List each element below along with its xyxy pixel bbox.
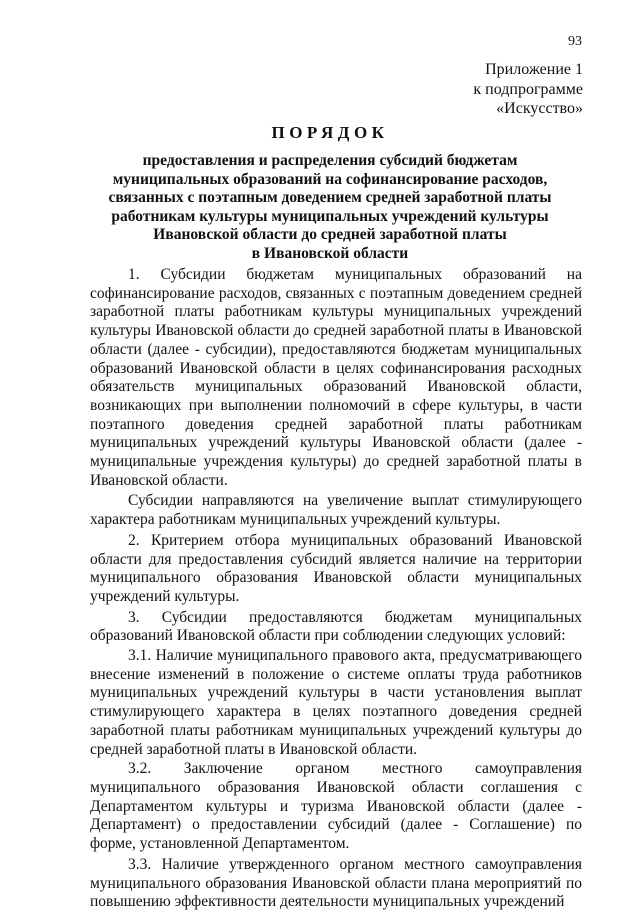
appendix-block — [473, 60, 583, 119]
paragraph-2: 2. Критерием отбора муниципальных образований Ивановской области для предоставления субсидий является наличие на территории муниципального образования Ивановской области муниципальных учреждений культуры. — [90, 531, 582, 605]
paragraph-3-1: 3.1. Наличие муниципального правового акта, предусматривающего внесение изменений в положение о системе оплаты труда работников муниципальных учреждений культуры в части установления выплат стимулирующего характера в целях поэтапного доведения средней заработной платы работникам муниципальных учреждений культуры до средней заработной платы в Ивановской области. — [90, 647, 582, 758]
paragraph-1: 1. Субсидии бюджетам муниципальных образований на софинансирование расходов, связанных с поэтапным доведением средней заработной платы работникам культуры муниципальных учреждений культуры Ивановской области до средней заработной платы в Ивановской области (далее - субсидии), предоставляются бюджетам муниципальных образований Ивановской области в целях софинансирования расходных обязательств муниципальных образований Ивановской области, возникающих при выполнении полномочий в сфере культуры, в части поэтапного доведения средней заработной платы работникам муниципальных учреждений культуры Ивановской области (далее - муниципальные учреждения культуры) до средней заработной платы в Ивановской области. — [90, 266, 582, 489]
heading-line: муниципальных образований на софинансирование расходов, — [112, 170, 548, 188]
document-title: ПОРЯДОК — [271, 123, 389, 142]
page-number: 93 — [568, 34, 582, 49]
heading-line: Ивановской области до средней заработной платы — [153, 226, 507, 244]
heading-line: предоставления и распределения субсидий бюджетам — [142, 152, 518, 169]
heading-line: связанных с поэтапным доведением средней заработной платы — [108, 189, 552, 207]
paragraph-3: 3. Субсидии предоставляются бюджетам муниципальных образований Ивановской области при соблюдении следующих условий: — [90, 608, 582, 645]
paragraph-3-3: 3.3. Наличие утвержденного органом местного самоуправления муниципального образования Ивановской области плана мероприятий по повышению эффективности деятельности муниципальных учреждений — [90, 855, 582, 911]
appendix-line: «Искусство» — [496, 100, 583, 117]
appendix-line: к подпрограмме — [473, 80, 583, 98]
paragraph-1-subsidy-purpose: Субсидии направляются на увеличение выплат стимулирующего характера работникам муниципальных учреждений культуры. — [90, 492, 582, 529]
heading-line: работникам культуры муниципальных учреждений культуры — [111, 207, 549, 225]
document-heading — [80, 122, 580, 264]
paragraph-3-2: 3.2. Заключение органом местного самоуправления муниципального образования Ивановской области соглашения с Департаментом культуры и туризма Ивановской области (далее - Департамент) о предоставлении субсидий (далее - Соглашение) по форме, установленной Департаментом. — [90, 760, 582, 853]
document-body — [90, 266, 582, 914]
appendix-line: Приложение 1 — [485, 61, 583, 78]
heading-line: в Ивановской области — [251, 244, 409, 262]
